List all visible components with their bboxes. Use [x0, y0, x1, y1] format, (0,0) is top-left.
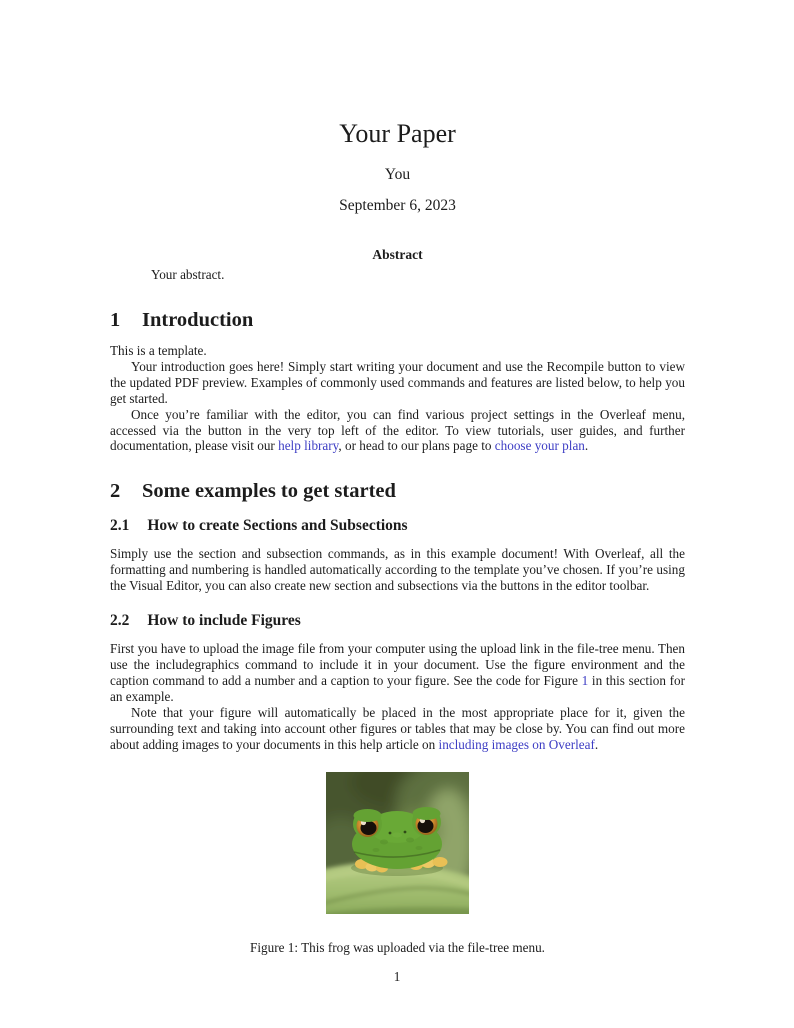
sec22-p1-text-end: in this section for an example. — [110, 672, 685, 704]
section-2-number: 2 — [110, 480, 121, 503]
figure-1-caption: Figure 1: This frog was uploaded via the file-tree menu. — [250, 940, 545, 956]
figure-1-reference-link[interactable]: 1 — [581, 672, 589, 688]
section-2-title: Some examples to get started — [142, 480, 396, 503]
paper-author: You — [384, 166, 411, 183]
section-1-title: Introduction — [142, 309, 254, 331]
frog-image — [326, 772, 469, 914]
section-1-number: 1 — [110, 309, 121, 331]
sec22-p1-text: First you have to upload the image file from your computer using the upload link in the file-tree menu. Then use the includegraphics command to include it in your document. Use the figure environment and the caption command to add a number and a caption to your figure. See the code for Figure — [110, 641, 685, 688]
subsection-2-1-paragraph: Simply use the section and subsection commands, as in this example document! With Overleaf, all the formatting and numbering is handled automatically according to the template you’ve chosen. If you’re using the Visual Editor, you can also create new section and subsections via the buttons in the editor toolbar. — [110, 546, 685, 594]
sec22-p2-text-end: . — [594, 736, 599, 752]
abstract-text: Your abstract. — [151, 267, 225, 282]
subsection-2-2-heading — [110, 612, 685, 630]
subsection-2-2-paragraph-1 — [110, 641, 685, 705]
abstract-heading: Abstract — [372, 247, 423, 262]
intro-p3-text-mid: , or head to our plans page to — [338, 438, 495, 454]
intro-paragraph-1: This is a template. — [110, 343, 207, 358]
subsection-2-2-title: How to include Figures — [147, 612, 301, 630]
help-library-link[interactable]: help library — [278, 438, 339, 454]
subsection-2-2-paragraph-2 — [110, 705, 685, 753]
section-1-heading — [110, 309, 685, 332]
intro-paragraph-2: Your introduction goes here! Simply start writing your document and use the Recompile button to view the updated PDF preview. Examples of commonly used commands and features are listed below, to help you get started. — [110, 358, 685, 406]
paper-title: Your Paper — [339, 119, 456, 148]
paper-date: September 6, 2023 — [339, 197, 456, 214]
section-2-heading — [110, 480, 685, 503]
figure-1 — [110, 772, 685, 956]
intro-p3-text-end: . — [584, 438, 589, 454]
choose-your-plan-link[interactable]: choose your plan — [494, 438, 585, 454]
intro-p3-text: Once you’re familiar with the editor, you can find various project settings in the Overleaf menu, accessed via the button in the very top left of the editor. To view tutorials, user guides, and further documentation, please visit our — [110, 406, 685, 454]
including-images-link[interactable]: including images on Overleaf — [438, 736, 595, 752]
subsection-2-1-number: 2.1 — [110, 517, 130, 535]
subsection-2-1-heading — [110, 517, 685, 535]
page-number: 1 — [393, 969, 401, 984]
sec22-p2-text: Note that your figure will automatically be placed in the most appropriate place for it, given the surrounding text and taking into account other figures or tables that may be close by. You can find out more about adding images to your documents in this help article on — [110, 704, 685, 752]
intro-paragraph-3 — [110, 407, 685, 455]
subsection-2-2-number: 2.2 — [110, 612, 130, 630]
subsection-2-1-title: How to create Sections and Subsections — [147, 517, 408, 535]
